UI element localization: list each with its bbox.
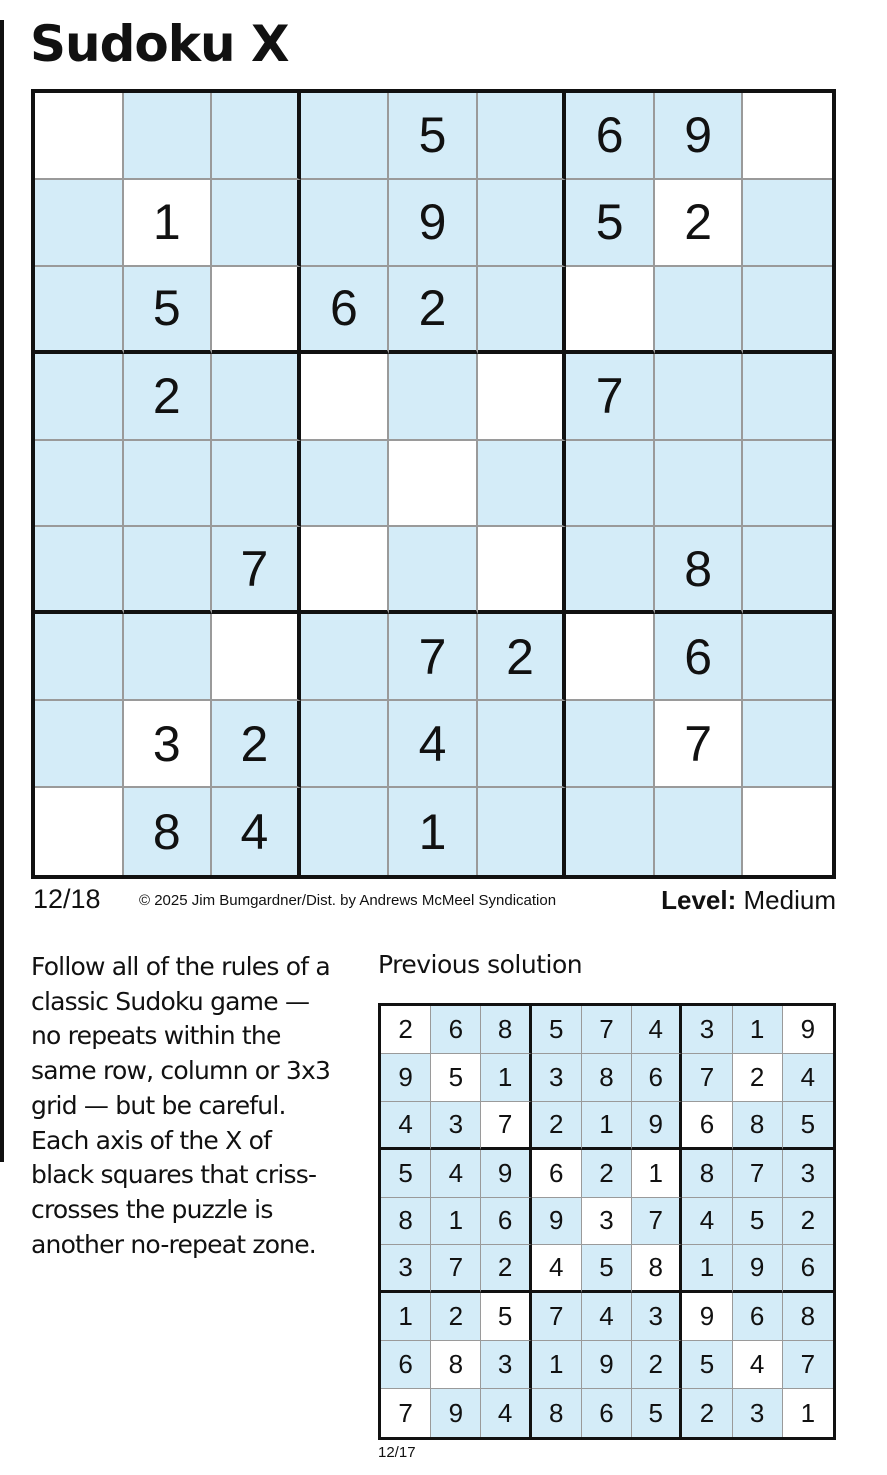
puzzle-cell-r9c1[interactable] (35, 788, 124, 875)
puzzle-cell-r4c4[interactable] (301, 354, 390, 441)
solution-cell-r7c3: 5 (481, 1293, 531, 1341)
solution-cell-r3c5: 1 (582, 1102, 632, 1150)
puzzle-cell-r5c8[interactable] (655, 441, 744, 528)
solution-cell-r8c5: 9 (582, 1341, 632, 1389)
solution-cell-r1c8: 1 (733, 1006, 783, 1054)
puzzle-cell-r2c3[interactable] (212, 180, 301, 267)
puzzle-cell-r2c6[interactable] (478, 180, 567, 267)
puzzle-cell-r6c9[interactable] (743, 527, 832, 614)
solution-cell-r5c2: 1 (431, 1198, 481, 1246)
puzzle-cell-r5c2[interactable] (124, 441, 213, 528)
solution-cell-r9c8: 3 (733, 1389, 783, 1437)
puzzle-cell-r8c2[interactable]: 3 (124, 701, 213, 788)
puzzle-cell-r8c6[interactable] (478, 701, 567, 788)
solution-cell-r1c3: 8 (481, 1006, 531, 1054)
puzzle-cell-r1c6[interactable] (478, 93, 567, 180)
solution-cell-r6c3: 2 (481, 1245, 531, 1293)
puzzle-cell-r2c2[interactable]: 1 (124, 180, 213, 267)
solution-cell-r9c9: 1 (783, 1389, 833, 1437)
puzzle-cell-r6c5[interactable] (389, 527, 478, 614)
solution-cell-r1c9: 9 (783, 1006, 833, 1054)
puzzle-cell-r7c3[interactable] (212, 614, 301, 701)
puzzle-cell-r6c6[interactable] (478, 527, 567, 614)
puzzle-date: 12/18 (33, 884, 101, 914)
solution-cell-r8c3: 3 (481, 1341, 531, 1389)
solution-cell-r5c8: 5 (733, 1198, 783, 1246)
solution-cell-r6c2: 7 (431, 1245, 481, 1293)
solution-cell-r5c5: 3 (582, 1198, 632, 1246)
puzzle-cell-r3c4[interactable]: 6 (301, 267, 390, 354)
solution-cell-r2c1: 9 (381, 1054, 431, 1102)
puzzle-cell-r4c6[interactable] (478, 354, 567, 441)
solution-cell-r1c4: 5 (532, 1006, 582, 1054)
puzzle-cell-r6c1[interactable] (35, 527, 124, 614)
puzzle-cell-r1c5[interactable]: 5 (389, 93, 478, 180)
puzzle-cell-r4c1[interactable] (35, 354, 124, 441)
puzzle-cell-r9c8[interactable] (655, 788, 744, 875)
puzzle-cell-r9c9[interactable] (743, 788, 832, 875)
previous-solution-date: 12/17 (378, 1444, 416, 1461)
puzzle-cell-r9c6[interactable] (478, 788, 567, 875)
puzzle-cell-r1c3[interactable] (212, 93, 301, 180)
puzzle-cell-r2c7[interactable]: 5 (566, 180, 655, 267)
solution-cell-r4c8: 7 (733, 1150, 783, 1198)
puzzle-cell-r2c9[interactable] (743, 180, 832, 267)
puzzle-cell-r2c4[interactable] (301, 180, 390, 267)
solution-cell-r3c1: 4 (381, 1102, 431, 1150)
solution-cell-r9c4: 8 (532, 1389, 582, 1437)
solution-cell-r8c9: 7 (783, 1341, 833, 1389)
puzzle-cell-r7c4[interactable] (301, 614, 390, 701)
puzzle-cell-r6c3[interactable]: 7 (212, 527, 301, 614)
puzzle-cell-r7c9[interactable] (743, 614, 832, 701)
puzzle-cell-r4c5[interactable] (389, 354, 478, 441)
puzzle-cell-r8c9[interactable] (743, 701, 832, 788)
puzzle-cell-r3c7[interactable] (566, 267, 655, 354)
page-title: Sudoku X (30, 15, 289, 73)
puzzle-cell-r1c7[interactable]: 6 (566, 93, 655, 180)
left-rule (0, 20, 4, 1162)
solution-cell-r7c5: 4 (582, 1293, 632, 1341)
solution-cell-r3c7: 6 (682, 1102, 732, 1150)
solution-cell-r6c4: 4 (532, 1245, 582, 1293)
puzzle-cell-r3c9[interactable] (743, 267, 832, 354)
sudoku-board (31, 89, 836, 879)
solution-cell-r7c6: 3 (632, 1293, 682, 1341)
solution-cell-r2c6: 6 (632, 1054, 682, 1102)
solution-cell-r7c2: 2 (431, 1293, 481, 1341)
puzzle-cell-r4c2[interactable]: 2 (124, 354, 213, 441)
solution-cell-r4c2: 4 (431, 1150, 481, 1198)
solution-cell-r4c3: 9 (481, 1150, 531, 1198)
solution-cell-r2c7: 7 (682, 1054, 732, 1102)
solution-cell-r5c6: 7 (632, 1198, 682, 1246)
puzzle-cell-r7c1[interactable] (35, 614, 124, 701)
solution-cell-r3c4: 2 (532, 1102, 582, 1150)
solution-cell-r4c5: 2 (582, 1150, 632, 1198)
puzzle-cell-r3c2[interactable]: 5 (124, 267, 213, 354)
puzzle-cell-r5c6[interactable] (478, 441, 567, 528)
puzzle-cell-r2c5[interactable]: 9 (389, 180, 478, 267)
solution-cell-r4c9: 3 (783, 1150, 833, 1198)
solution-cell-r7c8: 6 (733, 1293, 783, 1341)
puzzle-cell-r2c8[interactable]: 2 (655, 180, 744, 267)
solution-cell-r8c7: 5 (682, 1341, 732, 1389)
difficulty-level (661, 885, 836, 916)
solution-cell-r9c3: 4 (481, 1389, 531, 1437)
puzzle-cell-r9c7[interactable] (566, 788, 655, 875)
copyright-credit: © 2025 Jim Bumgardner/Dist. by Andrews McMeel Syndication (139, 892, 557, 909)
solution-cell-r1c6: 4 (632, 1006, 682, 1054)
puzzle-cell-r5c3[interactable] (212, 441, 301, 528)
puzzle-cell-r3c1[interactable] (35, 267, 124, 354)
solution-cell-r1c5: 7 (582, 1006, 632, 1054)
puzzle-cell-r3c3[interactable] (212, 267, 301, 354)
solution-cell-r8c8: 4 (733, 1341, 783, 1389)
puzzle-cell-r8c1[interactable] (35, 701, 124, 788)
solution-cell-r5c1: 8 (381, 1198, 431, 1246)
solution-cell-r9c2: 9 (431, 1389, 481, 1437)
puzzle-cell-r4c3[interactable] (212, 354, 301, 441)
solution-cell-r2c2: 5 (431, 1054, 481, 1102)
solution-cell-r6c5: 5 (582, 1245, 632, 1293)
solution-cell-r1c7: 3 (682, 1006, 732, 1054)
solution-cell-r7c9: 8 (783, 1293, 833, 1341)
solution-cell-r4c4: 6 (532, 1150, 582, 1198)
puzzle-cell-r3c8[interactable] (655, 267, 744, 354)
puzzle-cell-r3c5[interactable]: 2 (389, 267, 478, 354)
solution-cell-r3c9: 5 (783, 1102, 833, 1150)
puzzle-cell-r7c7[interactable] (566, 614, 655, 701)
solution-cell-r2c5: 8 (582, 1054, 632, 1102)
solution-cell-r9c1: 7 (381, 1389, 431, 1437)
puzzle-cell-r9c5[interactable]: 1 (389, 788, 478, 875)
puzzle-cell-r8c4[interactable] (301, 701, 390, 788)
solution-cell-r6c7: 1 (682, 1245, 732, 1293)
puzzle-cell-r4c7[interactable]: 7 (566, 354, 655, 441)
solution-cell-r8c1: 6 (381, 1341, 431, 1389)
puzzle-cell-r8c8[interactable]: 7 (655, 701, 744, 788)
solution-cell-r1c2: 6 (431, 1006, 481, 1054)
puzzle-cell-r6c7[interactable] (566, 527, 655, 614)
solution-cell-r2c3: 1 (481, 1054, 531, 1102)
solution-cell-r8c4: 1 (532, 1341, 582, 1389)
solution-cell-r6c6: 8 (632, 1245, 682, 1293)
solution-cell-r1c1: 2 (381, 1006, 431, 1054)
level-value: Medium (743, 885, 836, 915)
instructions: Follow all of the rules of a classic Sudoku game — no repeats within the same row, column or 3x3 grid — but be careful. Each axis of the X of black squares that criss-crosses the puzzle is another no-repeat zone. (31, 952, 331, 1259)
puzzle-cell-r1c1[interactable] (35, 93, 124, 180)
solution-cell-r5c7: 4 (682, 1198, 732, 1246)
solution-cell-r2c9: 4 (783, 1054, 833, 1102)
solution-cell-r2c8: 2 (733, 1054, 783, 1102)
puzzle-cell-r6c4[interactable] (301, 527, 390, 614)
puzzle-cell-r5c9[interactable] (743, 441, 832, 528)
solution-cell-r4c6: 1 (632, 1150, 682, 1198)
level-label: Level: (661, 885, 737, 915)
previous-solution-title: Previous solution (378, 950, 583, 979)
puzzle-cell-r5c4[interactable] (301, 441, 390, 528)
puzzle-cell-r1c9[interactable] (743, 93, 832, 180)
puzzle-cell-r7c6[interactable]: 2 (478, 614, 567, 701)
solution-cell-r4c1: 5 (381, 1150, 431, 1198)
puzzle-cell-r6c2[interactable] (124, 527, 213, 614)
solution-cell-r8c2: 8 (431, 1341, 481, 1389)
puzzle-cell-r9c3[interactable]: 4 (212, 788, 301, 875)
solution-cell-r7c4: 7 (532, 1293, 582, 1341)
solution-cell-r2c4: 3 (532, 1054, 582, 1102)
puzzle-cell-r9c2[interactable]: 8 (124, 788, 213, 875)
solution-cell-r3c2: 3 (431, 1102, 481, 1150)
puzzle-cell-r8c3[interactable]: 2 (212, 701, 301, 788)
solution-cell-r8c6: 2 (632, 1341, 682, 1389)
previous-solution-board (378, 1003, 836, 1440)
solution-cell-r4c7: 8 (682, 1150, 732, 1198)
solution-cell-r6c1: 3 (381, 1245, 431, 1293)
solution-cell-r6c8: 9 (733, 1245, 783, 1293)
solution-cell-r7c7: 9 (682, 1293, 732, 1341)
puzzle-cell-r4c8[interactable] (655, 354, 744, 441)
puzzle-cell-r7c8[interactable]: 6 (655, 614, 744, 701)
solution-cell-r9c5: 6 (582, 1389, 632, 1437)
solution-cell-r9c6: 5 (632, 1389, 682, 1437)
solution-cell-r3c8: 8 (733, 1102, 783, 1150)
puzzle-cell-r6c8[interactable]: 8 (655, 527, 744, 614)
puzzle-cell-r8c5[interactable]: 4 (389, 701, 478, 788)
solution-cell-r9c7: 2 (682, 1389, 732, 1437)
solution-cell-r3c3: 7 (481, 1102, 531, 1150)
solution-cell-r5c4: 9 (532, 1198, 582, 1246)
solution-cell-r3c6: 9 (632, 1102, 682, 1150)
puzzle-cell-r8c7[interactable] (566, 701, 655, 788)
puzzle-cell-r1c2[interactable] (124, 93, 213, 180)
puzzle-cell-r4c9[interactable] (743, 354, 832, 441)
solution-cell-r5c3: 6 (481, 1198, 531, 1246)
solution-cell-r6c9: 6 (783, 1245, 833, 1293)
puzzle-cell-r1c8[interactable]: 9 (655, 93, 744, 180)
puzzle-cell-r5c1[interactable] (35, 441, 124, 528)
solution-cell-r5c9: 2 (783, 1198, 833, 1246)
puzzle-cell-r9c4[interactable] (301, 788, 390, 875)
puzzle-cell-r1c4[interactable] (301, 93, 390, 180)
puzzle-cell-r5c5[interactable] (389, 441, 478, 528)
puzzle-cell-r7c5[interactable]: 7 (389, 614, 478, 701)
puzzle-cell-r7c2[interactable] (124, 614, 213, 701)
puzzle-cell-r5c7[interactable] (566, 441, 655, 528)
puzzle-cell-r3c6[interactable] (478, 267, 567, 354)
puzzle-cell-r2c1[interactable] (35, 180, 124, 267)
solution-cell-r7c1: 1 (381, 1293, 431, 1341)
